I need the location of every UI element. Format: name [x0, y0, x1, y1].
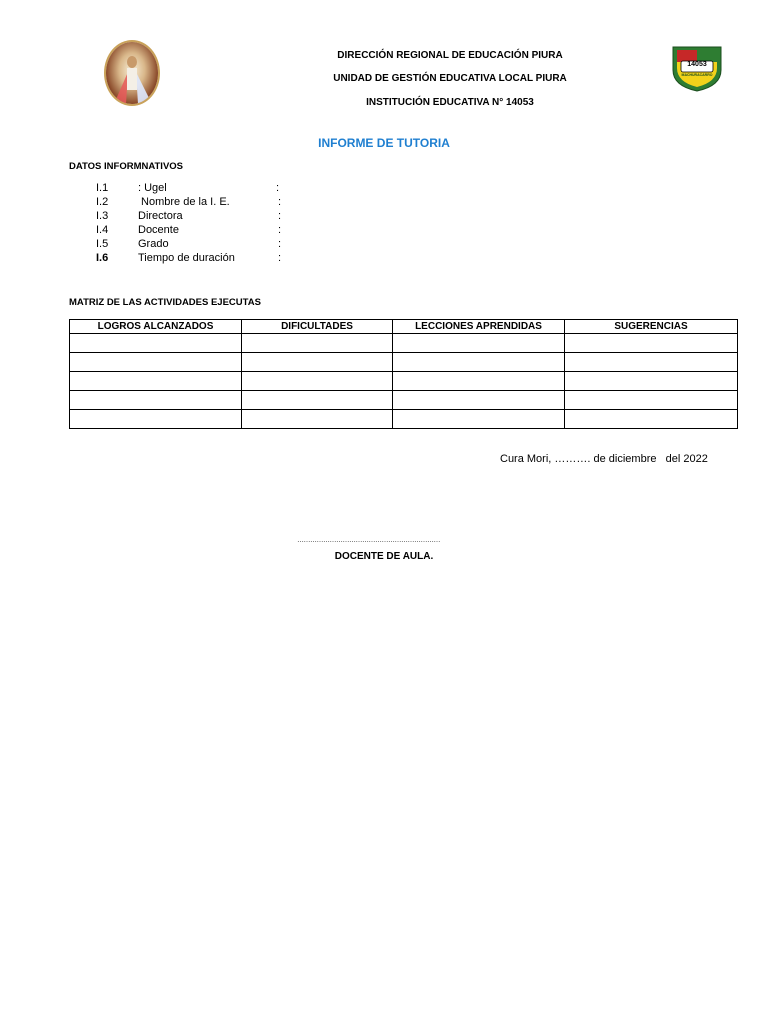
signature-label: DOCENTE DE AULA. — [334, 551, 434, 562]
datos-item-3 — [96, 210, 396, 224]
activities-matrix-table — [69, 319, 738, 429]
item-colon: : — [278, 252, 282, 264]
table-cell[interactable] — [565, 353, 738, 372]
header-line-institution: INSTITUCIÓN EDUCATIVA N° 14053 — [366, 97, 534, 108]
datos-item-1 — [96, 182, 396, 196]
datos-heading: DATOS INFORMNATIVOS — [69, 161, 183, 172]
item-label: Grado — [138, 238, 169, 250]
item-colon: : — [276, 182, 280, 194]
table-cell[interactable] — [70, 410, 242, 429]
table-cell[interactable] — [393, 353, 565, 372]
report-title: INFORME DE TUTORIA — [318, 136, 450, 150]
school-shield-logo — [670, 44, 724, 97]
item-label: Nombre de la I. E. — [138, 196, 230, 208]
date-line: Cura Mori, ………. de diciembre del 2022 — [500, 453, 708, 465]
table-header-row — [70, 320, 738, 334]
signature-dotted-line: ………………………………………………………… — [297, 537, 440, 544]
item-label: Tiempo de duración — [138, 252, 235, 264]
datos-item-2 — [96, 196, 396, 210]
table-row — [70, 372, 738, 391]
item-colon: : — [278, 224, 282, 236]
table-cell[interactable] — [393, 372, 565, 391]
table-cell[interactable] — [70, 334, 242, 353]
item-number: I.2 — [96, 196, 109, 208]
table-cell[interactable] — [393, 410, 565, 429]
school-badge-number: 14053 — [687, 61, 707, 68]
header-line-ugel: UNIDAD DE GESTIÓN EDUCATIVA LOCAL PIURA — [333, 73, 567, 84]
item-label: Directora — [138, 210, 183, 222]
item-label: : Ugel — [138, 182, 167, 194]
item-number: I.6 — [96, 252, 109, 264]
table-cell[interactable] — [242, 410, 393, 429]
table-cell[interactable] — [565, 372, 738, 391]
table-cell[interactable] — [565, 334, 738, 353]
item-label: Docente — [138, 224, 179, 236]
datos-item-5 — [96, 238, 396, 252]
matriz-heading: MATRIZ DE LAS ACTIVIDADES EJECUTAS — [69, 297, 261, 308]
table-row — [70, 353, 738, 372]
item-colon: : — [278, 210, 282, 222]
column-header-sugerencias: SUGERENCIAS — [565, 320, 738, 334]
item-number: I.5 — [96, 238, 109, 250]
header-line-regional: DIRECCIÓN REGIONAL DE EDUCACIÓN PIURA — [337, 50, 563, 61]
table-cell[interactable] — [393, 391, 565, 410]
school-badge-text: MACHURACARRO — [681, 73, 713, 77]
table-cell[interactable] — [70, 372, 242, 391]
column-header-logros: LOGROS ALCANZADOS — [70, 320, 242, 334]
table-cell[interactable] — [393, 334, 565, 353]
datos-item-6 — [96, 252, 396, 266]
datos-item-4 — [96, 224, 396, 238]
column-header-dificultades: DIFICULTADES — [242, 320, 393, 334]
table-cell[interactable] — [242, 353, 393, 372]
table-cell[interactable] — [242, 391, 393, 410]
item-number: I.3 — [96, 210, 109, 222]
table-row — [70, 391, 738, 410]
table-cell[interactable] — [242, 334, 393, 353]
item-colon: : — [278, 238, 282, 250]
table-cell[interactable] — [242, 372, 393, 391]
table-cell[interactable] — [70, 391, 242, 410]
table-row — [70, 410, 738, 429]
column-header-lecciones: LECCIONES APRENDIDAS — [393, 320, 565, 334]
item-colon: : — [278, 196, 282, 208]
item-number: I.1 — [96, 182, 109, 194]
divine-mercy-logo — [106, 42, 158, 104]
item-number: I.4 — [96, 224, 109, 236]
table-cell[interactable] — [70, 353, 242, 372]
table-row — [70, 334, 738, 353]
table-cell[interactable] — [565, 391, 738, 410]
table-cell[interactable] — [565, 410, 738, 429]
